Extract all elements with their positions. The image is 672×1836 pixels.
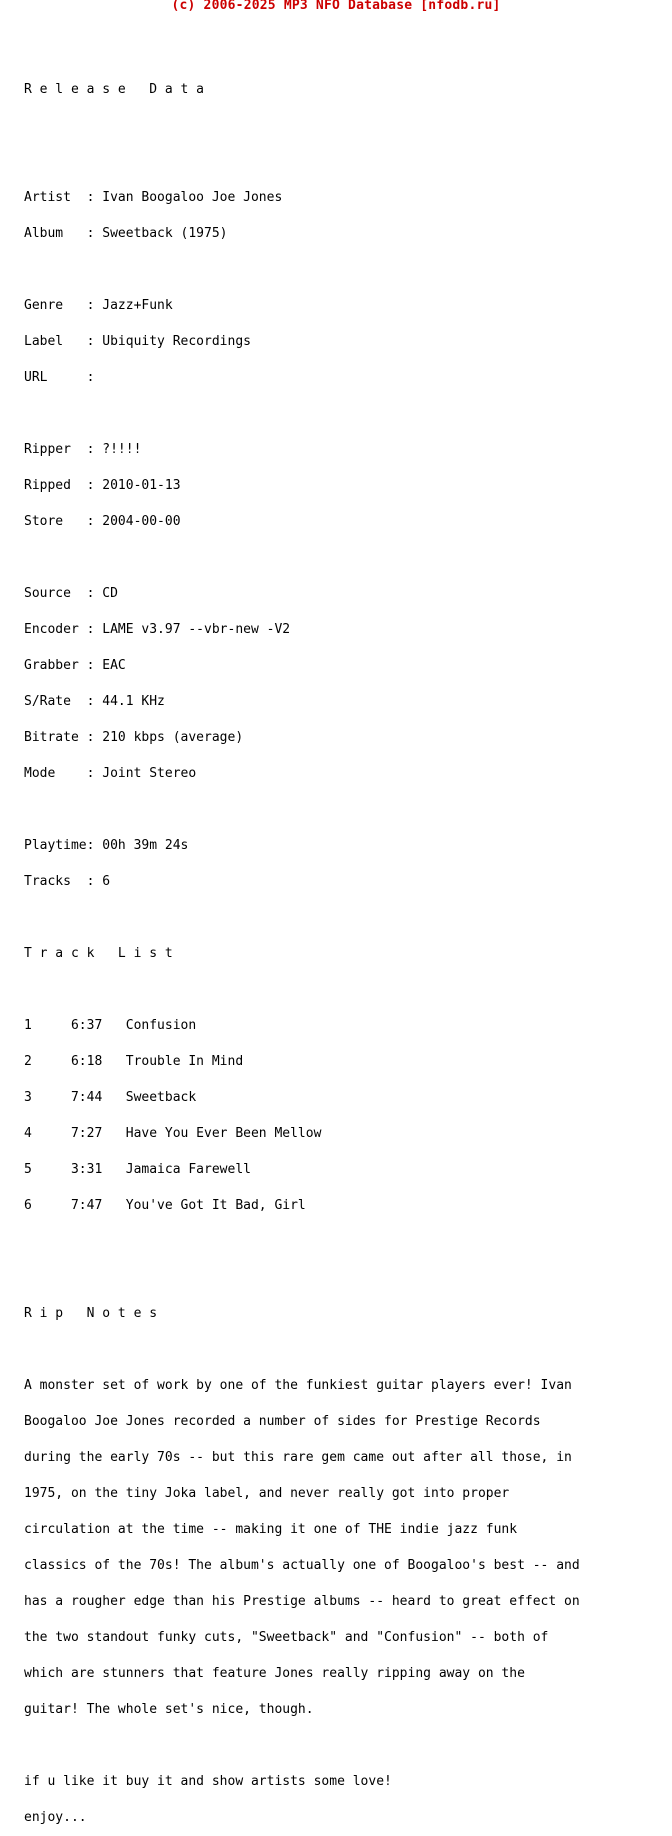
track-row: 1 6:37 Confusion [24, 1018, 197, 1033]
nfo-line [24, 912, 580, 924]
rip-notes-line: the two standout funky cuts, "Sweetback" and "Confusion" -- both of [24, 1630, 549, 1645]
nfodb-header: (c) 2006-2025 MP3 NFO Database [nfodb.ru] [171, 0, 501, 13]
label-field: Label : Ubiquity Recordings [24, 334, 251, 349]
url-field: URL : [24, 370, 95, 385]
playtime-field: Playtime: 00h 39m 24s [24, 838, 189, 853]
nfo-line [24, 1740, 580, 1752]
album-field: Album : Sweetback (1975) [24, 226, 228, 241]
rip-notes-line: which are stunners that feature Jones really ripping away on the [24, 1666, 525, 1681]
section-title-track-list: T r a c k L i s t [24, 946, 173, 961]
nfo-line [24, 984, 580, 996]
ripper-field: Ripper : ?!!!! [24, 442, 142, 457]
rip-notes-line: A monster set of work by one of the funkiest guitar players ever! Ivan [24, 1378, 572, 1393]
nfo-text [24, 24, 580, 1836]
track-row: 5 3:31 Jamaica Farewell [24, 1162, 251, 1177]
rip-notes-line: during the early 70s -- but this rare gem came out after all those, in [24, 1450, 572, 1465]
track-row: 2 6:18 Trouble In Mind [24, 1054, 244, 1069]
samplerate-field: S/Rate : 44.1 KHz [24, 694, 165, 709]
artist-field: Artist : Ivan Boogaloo Joe Jones [24, 190, 283, 205]
nfo-line [24, 552, 580, 564]
bitrate-field: Bitrate : 210 kbps (average) [24, 730, 244, 745]
rip-notes-line: circulation at the time -- making it one of THE indie jazz funk [24, 1522, 518, 1537]
nfo-line [24, 156, 580, 168]
encoder-field: Encoder : LAME v3.97 --vbr-new -V2 [24, 622, 291, 637]
closing-line: enjoy... [24, 1810, 87, 1825]
tracks-field: Tracks : 6 [24, 874, 111, 889]
section-title-release-data: R e l e a s e D a t a [24, 82, 205, 97]
nfo-line [24, 264, 580, 276]
nfo-line [24, 120, 580, 132]
rip-notes-line: has a rougher edge than his Prestige albums -- heard to great effect on [24, 1594, 580, 1609]
section-title-rip-notes: R i p N o t e s [24, 1306, 158, 1321]
nfo-line [24, 1236, 580, 1248]
nfo-line [24, 1344, 580, 1356]
source-field: Source : CD [24, 586, 118, 601]
track-row: 6 7:47 You've Got It Bad, Girl [24, 1198, 306, 1213]
rip-notes-line: 1975, on the tiny Joka label, and never really got into proper [24, 1486, 510, 1501]
track-row: 3 7:44 Sweetback [24, 1090, 197, 1105]
nfo-line [24, 408, 580, 420]
genre-field: Genre : Jazz+Funk [24, 298, 173, 313]
grabber-field: Grabber : EAC [24, 658, 126, 673]
nfo-line [24, 804, 580, 816]
nfo-line [24, 1272, 580, 1284]
rip-notes-line: classics of the 70s! The album's actually one of Boogaloo's best -- and [24, 1558, 580, 1573]
nfo-line [24, 48, 580, 60]
rip-notes-line: Boogaloo Joe Jones recorded a number of sides for Prestige Records [24, 1414, 541, 1429]
track-row: 4 7:27 Have You Ever Been Mellow [24, 1126, 322, 1141]
closing-line: if u like it buy it and show artists some love! [24, 1774, 392, 1789]
ripped-field: Ripped : 2010-01-13 [24, 478, 181, 493]
mode-field: Mode : Joint Stereo [24, 766, 197, 781]
store-field: Store : 2004-00-00 [24, 514, 181, 529]
rip-notes-line: guitar! The whole set's nice, though. [24, 1702, 314, 1717]
